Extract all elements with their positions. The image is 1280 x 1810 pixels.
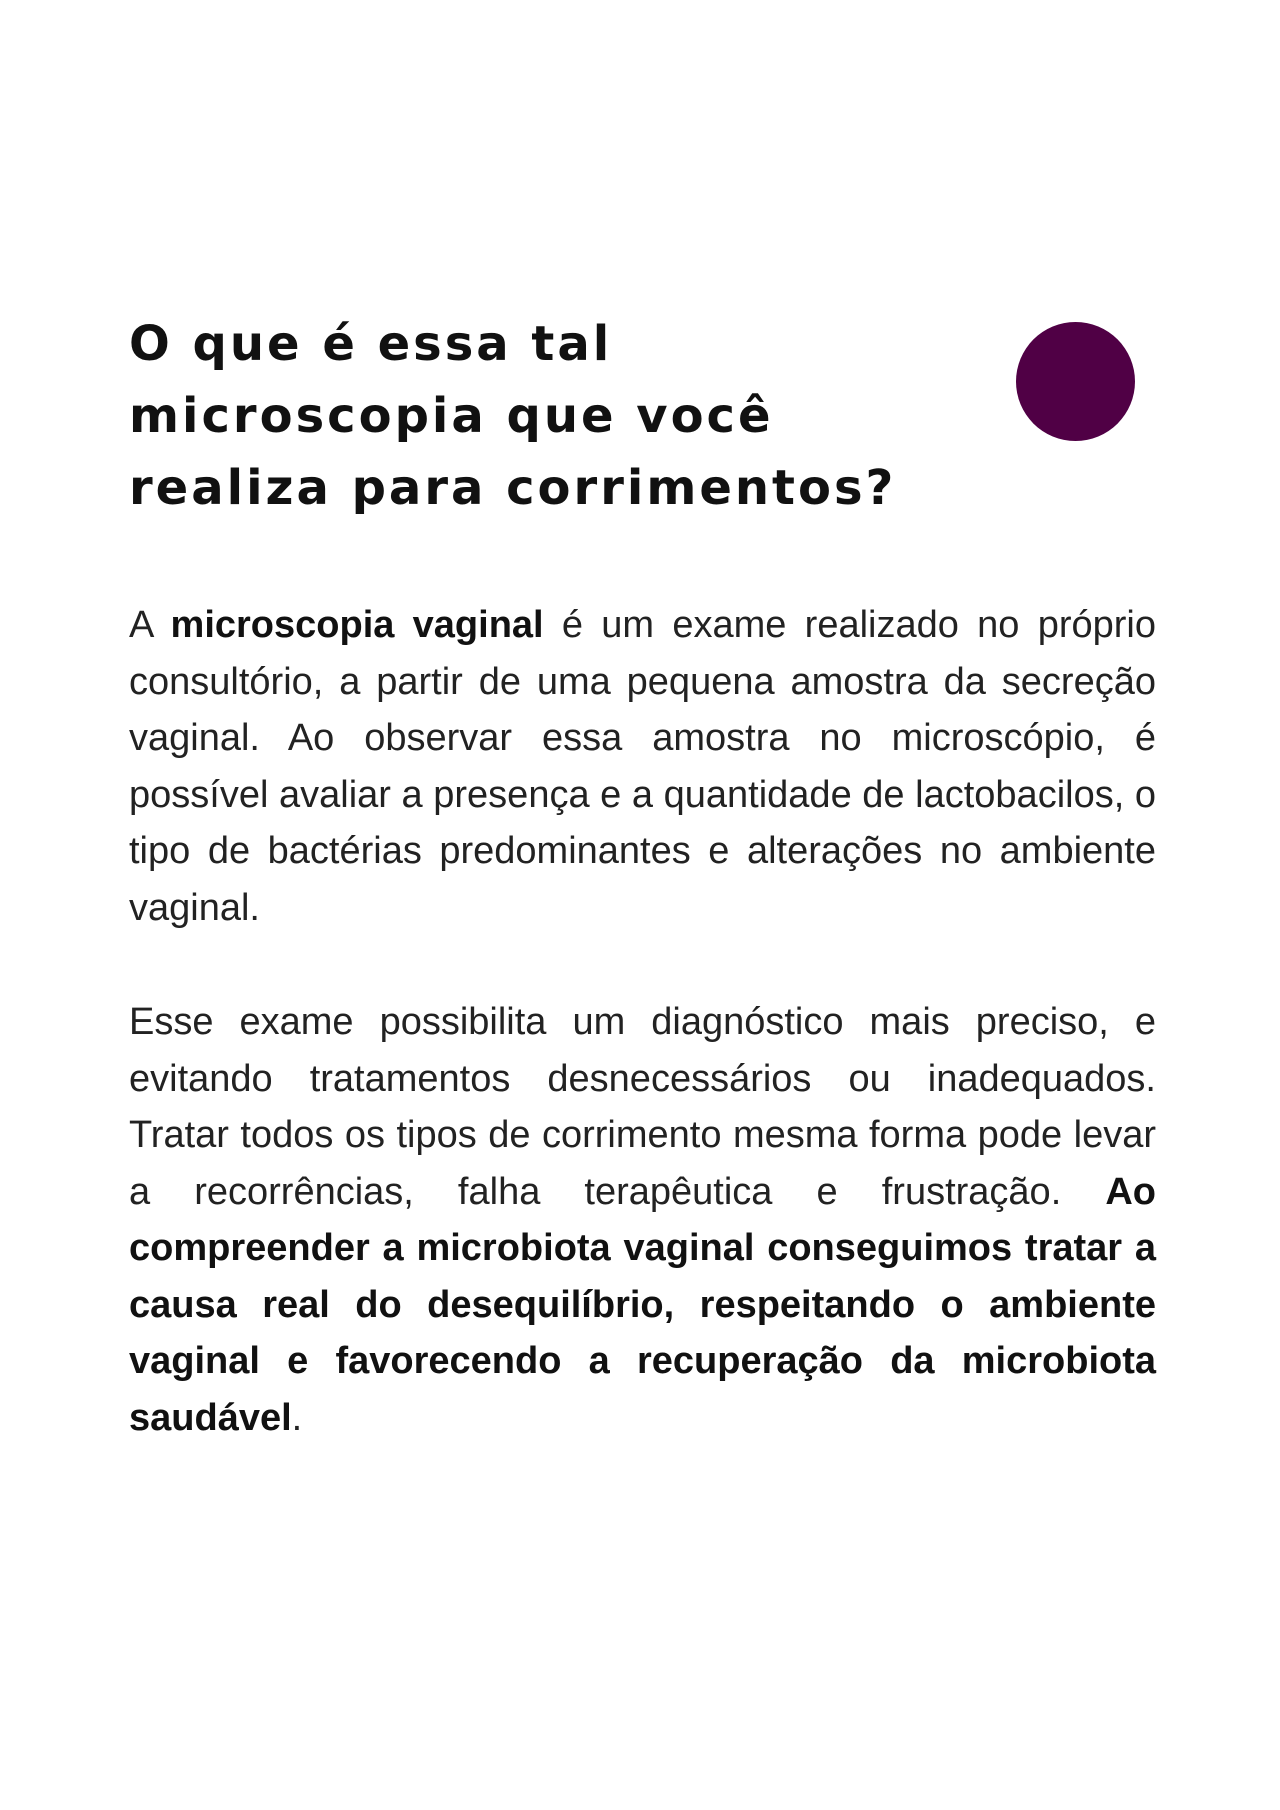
title-line-2: microscopia que você [129, 388, 774, 444]
paragraph2-bold-statement: Ao compreender a microbiota vaginal conseguimos tratar a causa real do desequilíbrio, respeitando o ambiente vaginal e favorecendo a recuperação da microbiota saudável [129, 1170, 1156, 1439]
paragraph-exam-benefits [129, 994, 1156, 1446]
paragraph1-prefix: A [129, 604, 171, 646]
title-line-1: O que é essa tal [129, 316, 613, 372]
title-line-3: realiza para corrimentos? [129, 460, 897, 516]
decorative-circle [1016, 322, 1135, 441]
paragraph-microscopy-description [129, 597, 1156, 936]
page-title [129, 308, 949, 524]
paragraph2-suffix: . [291, 1396, 303, 1439]
paragraph2-text: Esse exame possibilita um diagnóstico mais preciso, e evitando tratamentos desnecessários ou inadequados. Tratar todos os tipos de corrimento mesma forma pode levar a recorrências, falha terapêutica e frustração. [129, 1001, 1156, 1213]
paragraph1-text: é um exame realizado no próprio consultório, a partir de uma pequena amostra da secreção vaginal. Ao observar essa amostra no microscópio, é possível avaliar a presença e a quantidade de lactobacilos, o tipo de bactérias predominantes e alterações no ambiente vaginal. [129, 604, 1156, 929]
paragraph1-bold-term: microscopia vaginal [170, 604, 544, 646]
